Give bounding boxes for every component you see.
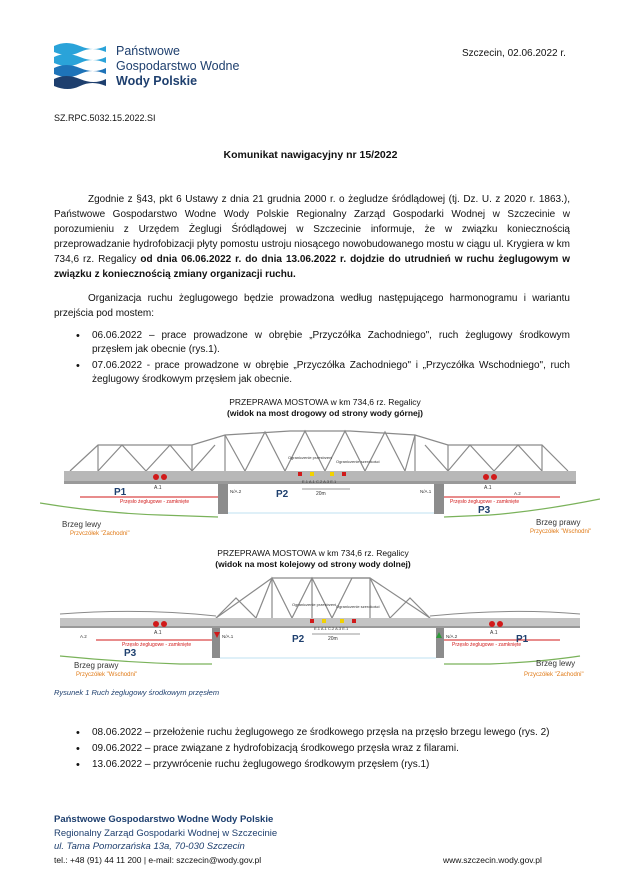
sign-top-left: Ograniczenie przestrzeni	[292, 602, 337, 607]
footer-address: ul. Tama Pomorzańska 13a, 70-030 Szczecin	[54, 841, 245, 852]
width-label: 20m	[316, 491, 326, 497]
logo-waves-icon	[52, 40, 108, 92]
schedule-intro: Organizacja ruchu żeglugowego będzie prowadzona według następującego harmonogramu i wariantu przejścia pod mostem:	[54, 293, 570, 319]
list-item: • 08.06.2022 – przełożenie ruchu żeglugowego ze środkowego przęsła na przęsło brzegu lewego (rys. 2)	[64, 726, 570, 740]
sign-na2: N/A.2	[230, 489, 242, 494]
svg-text:E.1 A.1 C.2 A.3 E.1: E.1 A.1 C.2 A.3 E.1	[302, 479, 337, 484]
pier-right	[434, 484, 444, 514]
footer-contact: tel.: +48 (91) 44 11 200 | e-mail: szczecin@wody.gov.pl	[54, 854, 262, 865]
span-label-2: P2	[276, 489, 289, 500]
sign-na1: N/A.1	[222, 634, 234, 639]
figure-2-title-line1: PRZEPRAWA MOSTOWA w km 734,6 rz. Regalicy	[217, 548, 409, 558]
span-label-1: P1	[516, 634, 529, 645]
truss-frame	[216, 578, 430, 618]
logo	[52, 40, 252, 95]
sign-a2: A.2	[514, 491, 521, 496]
reference-number: SZ.RPC.5032.15.2022.SI	[54, 113, 156, 123]
closed-label-right: Przęsło żeglugowe - zamknięte	[452, 642, 522, 648]
page-title: Komunikat nawigacyjny nr 15/2022	[223, 149, 398, 161]
figure-1-title-line1: PRZEPRAWA MOSTOWA w km 734,6 rz. Regalicy	[229, 397, 421, 407]
span-label-2: P2	[292, 634, 305, 645]
bank-left: Brzeg prawy	[74, 661, 119, 670]
intro-paragraph	[54, 192, 570, 282]
figure-caption: Rysunek 1 Ruch żeglugowy środkowym przęsłem	[54, 688, 220, 697]
bank-right-sub: Przyczółek "Wschodni"	[530, 529, 592, 535]
span-label-3: P3	[478, 505, 491, 516]
span-label-3: P3	[124, 648, 137, 659]
sign-na1: N/A.1	[420, 489, 432, 494]
intro-text: Zgodnie z §43, pkt 6 Ustawy z dnia 21 grudnia 2000 r. o żegludze śródlądowej (tj. Dz. U. z 2020 r. 1863.), Państwowe Gospodarstwo Wodne Wody Polskie Regionalny Zarząd Gospodarki Wodnej w Szczecinie w porozumieniu z Urzędem Żeglugi Śródlądowej w Szczecinie informuje, że w związku koniecznością przeprowadzanie hydrofobizacji płyty pomostu ustroju niosącego nowobudowanego mostu w ciągu ul. Krygiera w km 734,6 rz. Regalicy	[54, 194, 570, 265]
svg-text:A.1: A.1	[154, 485, 162, 491]
svg-text:A.1: A.1	[484, 485, 492, 491]
intro-text-bold: od dnia 06.06.2022 r. do dnia 13.06.2022 r. dojdzie do utrudnień w ruchu żeglugowym w związku z koniecznością zmiany organizacji ruchu.	[54, 254, 571, 280]
pier-right	[436, 628, 444, 658]
logo-line-3: Wody Polskie	[116, 74, 198, 88]
logo-line-1: Państwowe	[116, 44, 180, 58]
sign-a2: A.2	[80, 634, 87, 639]
schedule-list-1	[64, 329, 570, 389]
figure-2-bridge	[40, 572, 600, 682]
svg-text:A.1: A.1	[490, 630, 498, 636]
footer-website[interactable]: www.szczecin.wody.gov.pl	[443, 855, 542, 865]
river-bank-left	[40, 503, 218, 517]
pier-left	[218, 484, 228, 514]
sign-top-left: Ograniczenie przestrzeni	[288, 455, 333, 460]
sign-na2: N/A.2	[446, 634, 458, 639]
figure-2-title-line2: (widok na most kolejowy od strony wody dolnej)	[215, 559, 411, 569]
closed-label-left: Przęsło żeglugowe - zamknięte	[122, 642, 192, 648]
schedule-list-2	[64, 726, 570, 774]
figure-1-title-line2: (widok na most drogowy od strony wody górnej)	[227, 408, 423, 418]
figure-2-title	[163, 548, 463, 570]
bank-right-sub: Przyczółek "Zachodni"	[524, 672, 584, 678]
sign-top-right: Ograniczenie szerokości	[336, 459, 380, 464]
figure-1-bridge	[40, 423, 600, 535]
bank-right: Brzeg prawy	[536, 518, 581, 527]
logo-line-2: Gospodarstwo Wodne	[116, 59, 240, 73]
width-label: 20m	[328, 636, 338, 642]
closed-label-left: Przęsło żeglugowe - zamknięte	[120, 499, 190, 505]
bank-left-sub: Przyczółek "Wschodni"	[76, 672, 138, 678]
figure-1-title	[175, 397, 475, 419]
span-label-1: P1	[114, 487, 127, 498]
bank-right: Brzeg lewy	[536, 659, 576, 668]
svg-text:E.1 A.1 C.2 A.3 E.1: E.1 A.1 C.2 A.3 E.1	[314, 626, 349, 631]
svg-text:A.1: A.1	[154, 630, 162, 636]
bank-left: Brzeg lewy	[62, 520, 102, 529]
list-item: • 06.06.2022 – prace prowadzone w obrębie „Przyczółka Zachodniego", ruch żeglugowy środkowym przęsłem jak obecnie (rys.1).	[64, 329, 570, 357]
truss-frame	[70, 431, 568, 471]
list-item: • 13.06.2022 – przywrócenie ruchu żeglugowego środkowym przęsłem (rys.1)	[64, 758, 570, 772]
bank-left-sub: Przyczółek "Zachodni"	[70, 531, 130, 535]
sign-top-right: Ograniczenie szerokości	[336, 604, 380, 609]
list-item: • 07.06.2022 - prace prowadzone w obrębie „Przyczółka Zachodniego" i „Przyczółka Wschodniego", ruch żeglugowy środkowym przęsłem jak obecnie.	[64, 359, 570, 387]
document-date: Szczecin, 02.06.2022 r.	[462, 48, 566, 59]
list-item: • 09.06.2022 – prace związane z hydrofobizacją środkowego przęsła wraz z filarami.	[64, 742, 570, 756]
footer-org: Państwowe Gospodarstwo Wodne Wody Polskie	[54, 814, 274, 825]
closed-label-right: Przęsło żeglugowe - zamknięte	[450, 499, 520, 505]
footer-region: Regionalny Zarząd Gospodarki Wodnej w Szczecinie	[54, 827, 278, 839]
